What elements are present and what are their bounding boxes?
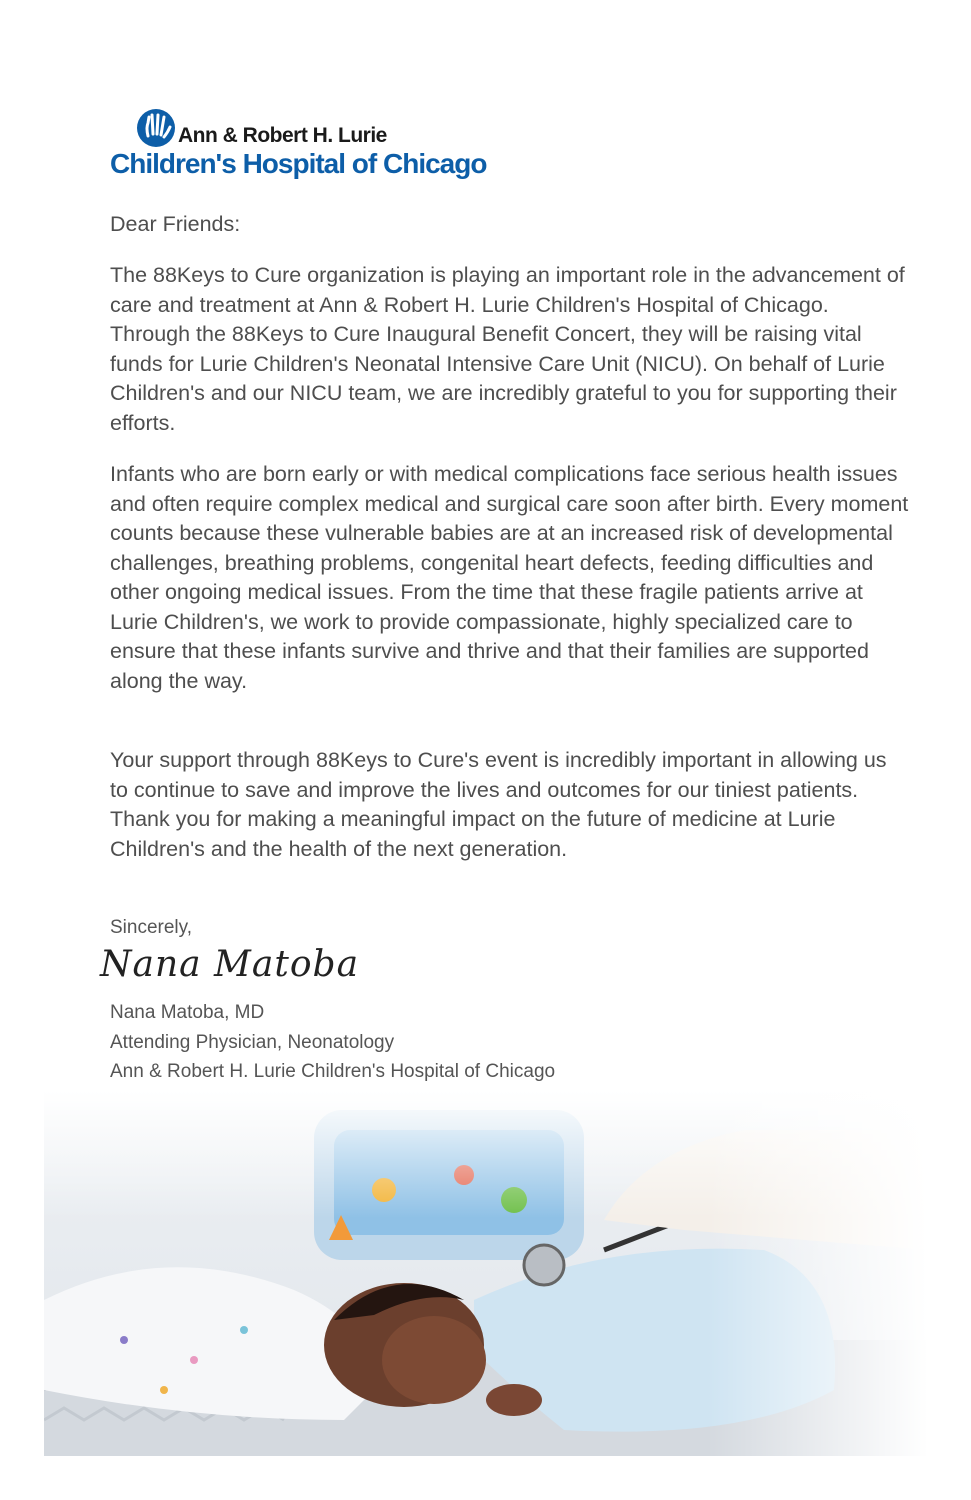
paragraph-2: Infants who are born early or with medical complications face serious health issues and often require complex medical and surgical care soon after birth. Every moment counts because these vulnerable babies are at an increased risk of developmental challenges, breathing problems, congenital heart defects, feeding difficulties and other ongoing medical issues. From the time that these fragile patients arrive at Lurie Children's, we work to provide compassionate, highly specialized care to ensure that these infants survive and thrive and that their families are supported along the way.: [110, 462, 909, 693]
signer-title: Attending Physician, Neonatology: [110, 1031, 395, 1053]
handwritten-signature: Nana Matoba: [100, 944, 360, 985]
logo-line1: Ann & Robert H. Lurie: [178, 124, 387, 147]
hospital-logo: [110, 108, 490, 188]
signature-block: [110, 998, 555, 1087]
closing: Sincerely,: [110, 917, 193, 938]
newborn-photo-illustration: [44, 1090, 928, 1456]
signer-name: Nana Matoba, MD: [110, 1002, 265, 1023]
signer-organization: Ann & Robert H. Lurie Children's Hospital of Chicago: [110, 1061, 556, 1082]
paragraph-1: The 88Keys to Cure organization is playing an important role in the advancement of care and treatment at Ann & Robert H. Lurie Children's Hospital of Chicago. Through the 88Keys to Cure Inaugural Benefit Concert, they will be raising vital funds for Lurie Children's Neonatal Intensive Care Unit (NICU). On behalf of Lurie Children's and our NICU team, we are incredibly grateful to you for supporting their efforts.: [110, 263, 905, 435]
logo-line2: Children's Hospital of Chicago: [110, 148, 487, 179]
paragraph-3: Your support through 88Keys to Cure's event is incredibly important in allowing us to continue to save and improve the lives and outcomes for our tiniest patients. Thank you for making a meaningful impact on the future of medicine at Lurie Children's and the health of the next generation.: [110, 748, 887, 861]
salutation: Dear Friends:: [110, 212, 241, 236]
newborn-photo: [44, 1090, 928, 1456]
hand-logo-icon: [136, 108, 176, 148]
